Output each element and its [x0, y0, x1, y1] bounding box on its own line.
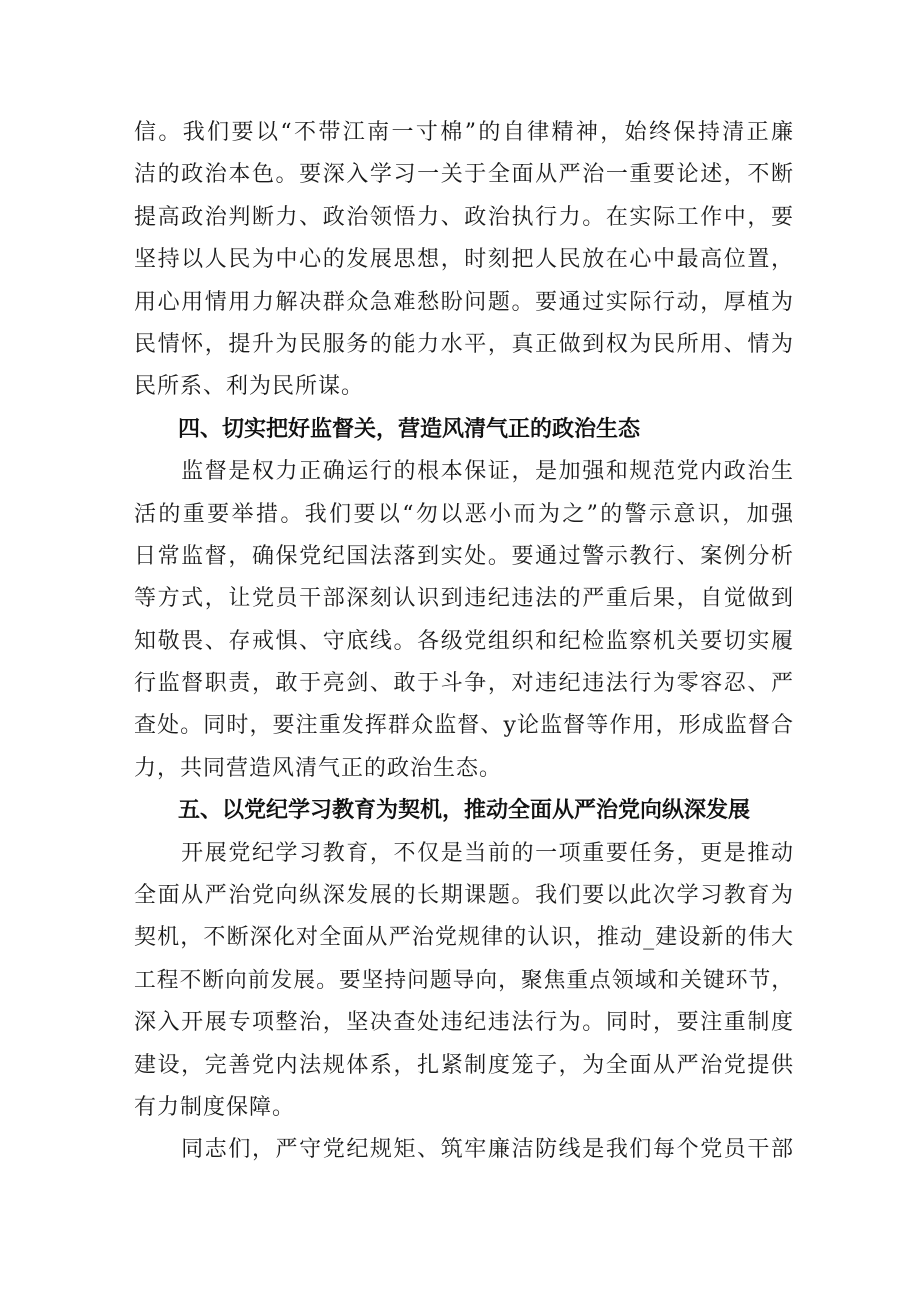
text-line: 行监督职责，敢于亮剑、敢于斗争，对违纪违法行为零容忍、严 [134, 671, 794, 697]
text-line: 工程不断向前发展。要坚持问题导向，聚焦重点领域和关键环节， [134, 967, 794, 993]
text-line: 提高政治判断力、政治领悟力、政治执行力。在实际工作中，要 [134, 204, 794, 230]
text-line: 同志们，严守党纪规矩、筑牢廉洁防线是我们每个党员干部 [134, 1137, 794, 1163]
text-line: 民情怀，提升为民服务的能力水平，真正做到权为民所用、情为 [134, 331, 794, 357]
text-line: 活的重要举措。我们要以“勿以恶小而为之”的警示意识，加强 [134, 501, 794, 527]
text-line: 力，共同营造风清气正的政治生态。 [134, 755, 503, 781]
section-heading: 五、以党纪学习教育为契机，推动全面从严治党向纵深发展 [134, 798, 751, 824]
text-line: 信。我们要以“不带江南一寸棉”的自律精神，始终保持清正廉 [134, 120, 794, 145]
text-line: 开展党纪学习教育，不仅是当前的一项重要任务，更是推动 [134, 840, 794, 866]
text-line: 监督是权力正确运行的根本保证，是加强和规范党内政治生 [134, 459, 794, 485]
text-line: 日常监督，确保党纪国法落到实处。要通过警示教行、案例分析 [134, 543, 794, 569]
text-line: 知敬畏、存戒惧、守底线。各级党组织和纪检监察机关要切实履 [134, 628, 794, 654]
text-line: 民所系、利为民所谋。 [134, 374, 365, 400]
text-line: 洁的政治本色。要深入学习一关于全面从严治一重要论述，不断 [134, 162, 794, 188]
text-line: 全面从严治党向纵深发展的长期课题。我们要以此次学习教育为 [134, 883, 794, 909]
text-line: 查处。同时，要注重发挥群众监督、y论监督等作用，形成监督合 [134, 713, 794, 739]
text-line: 等方式，让党员干部深刻认识到违纪违法的严重后果，自觉做到 [134, 586, 794, 612]
text-line: 深入开展专项整治，坚决查处违纪违法行为。同时，要注重制度 [134, 1010, 794, 1036]
text-line: 建设，完善党内法规体系，扎紧制度笼子，为全面从严治党提供 [134, 1052, 794, 1078]
section-heading: 四、切实把好监督关，营造风清气正的政治生态 [134, 416, 641, 442]
document-body [134, 112, 794, 1172]
text-line: 契机，不断深化对全面从严治党规律的认识，推动_建设新的伟大 [134, 925, 794, 951]
text-line: 用心用情用力解决群众急难愁盼问题。要通过实际行动，厚植为 [134, 289, 794, 315]
text-line: 有力制度保障。 [134, 1094, 296, 1120]
text-line: 坚持以人民为中心的发展思想，时刻把人民放在心中最高位置， [134, 247, 794, 273]
